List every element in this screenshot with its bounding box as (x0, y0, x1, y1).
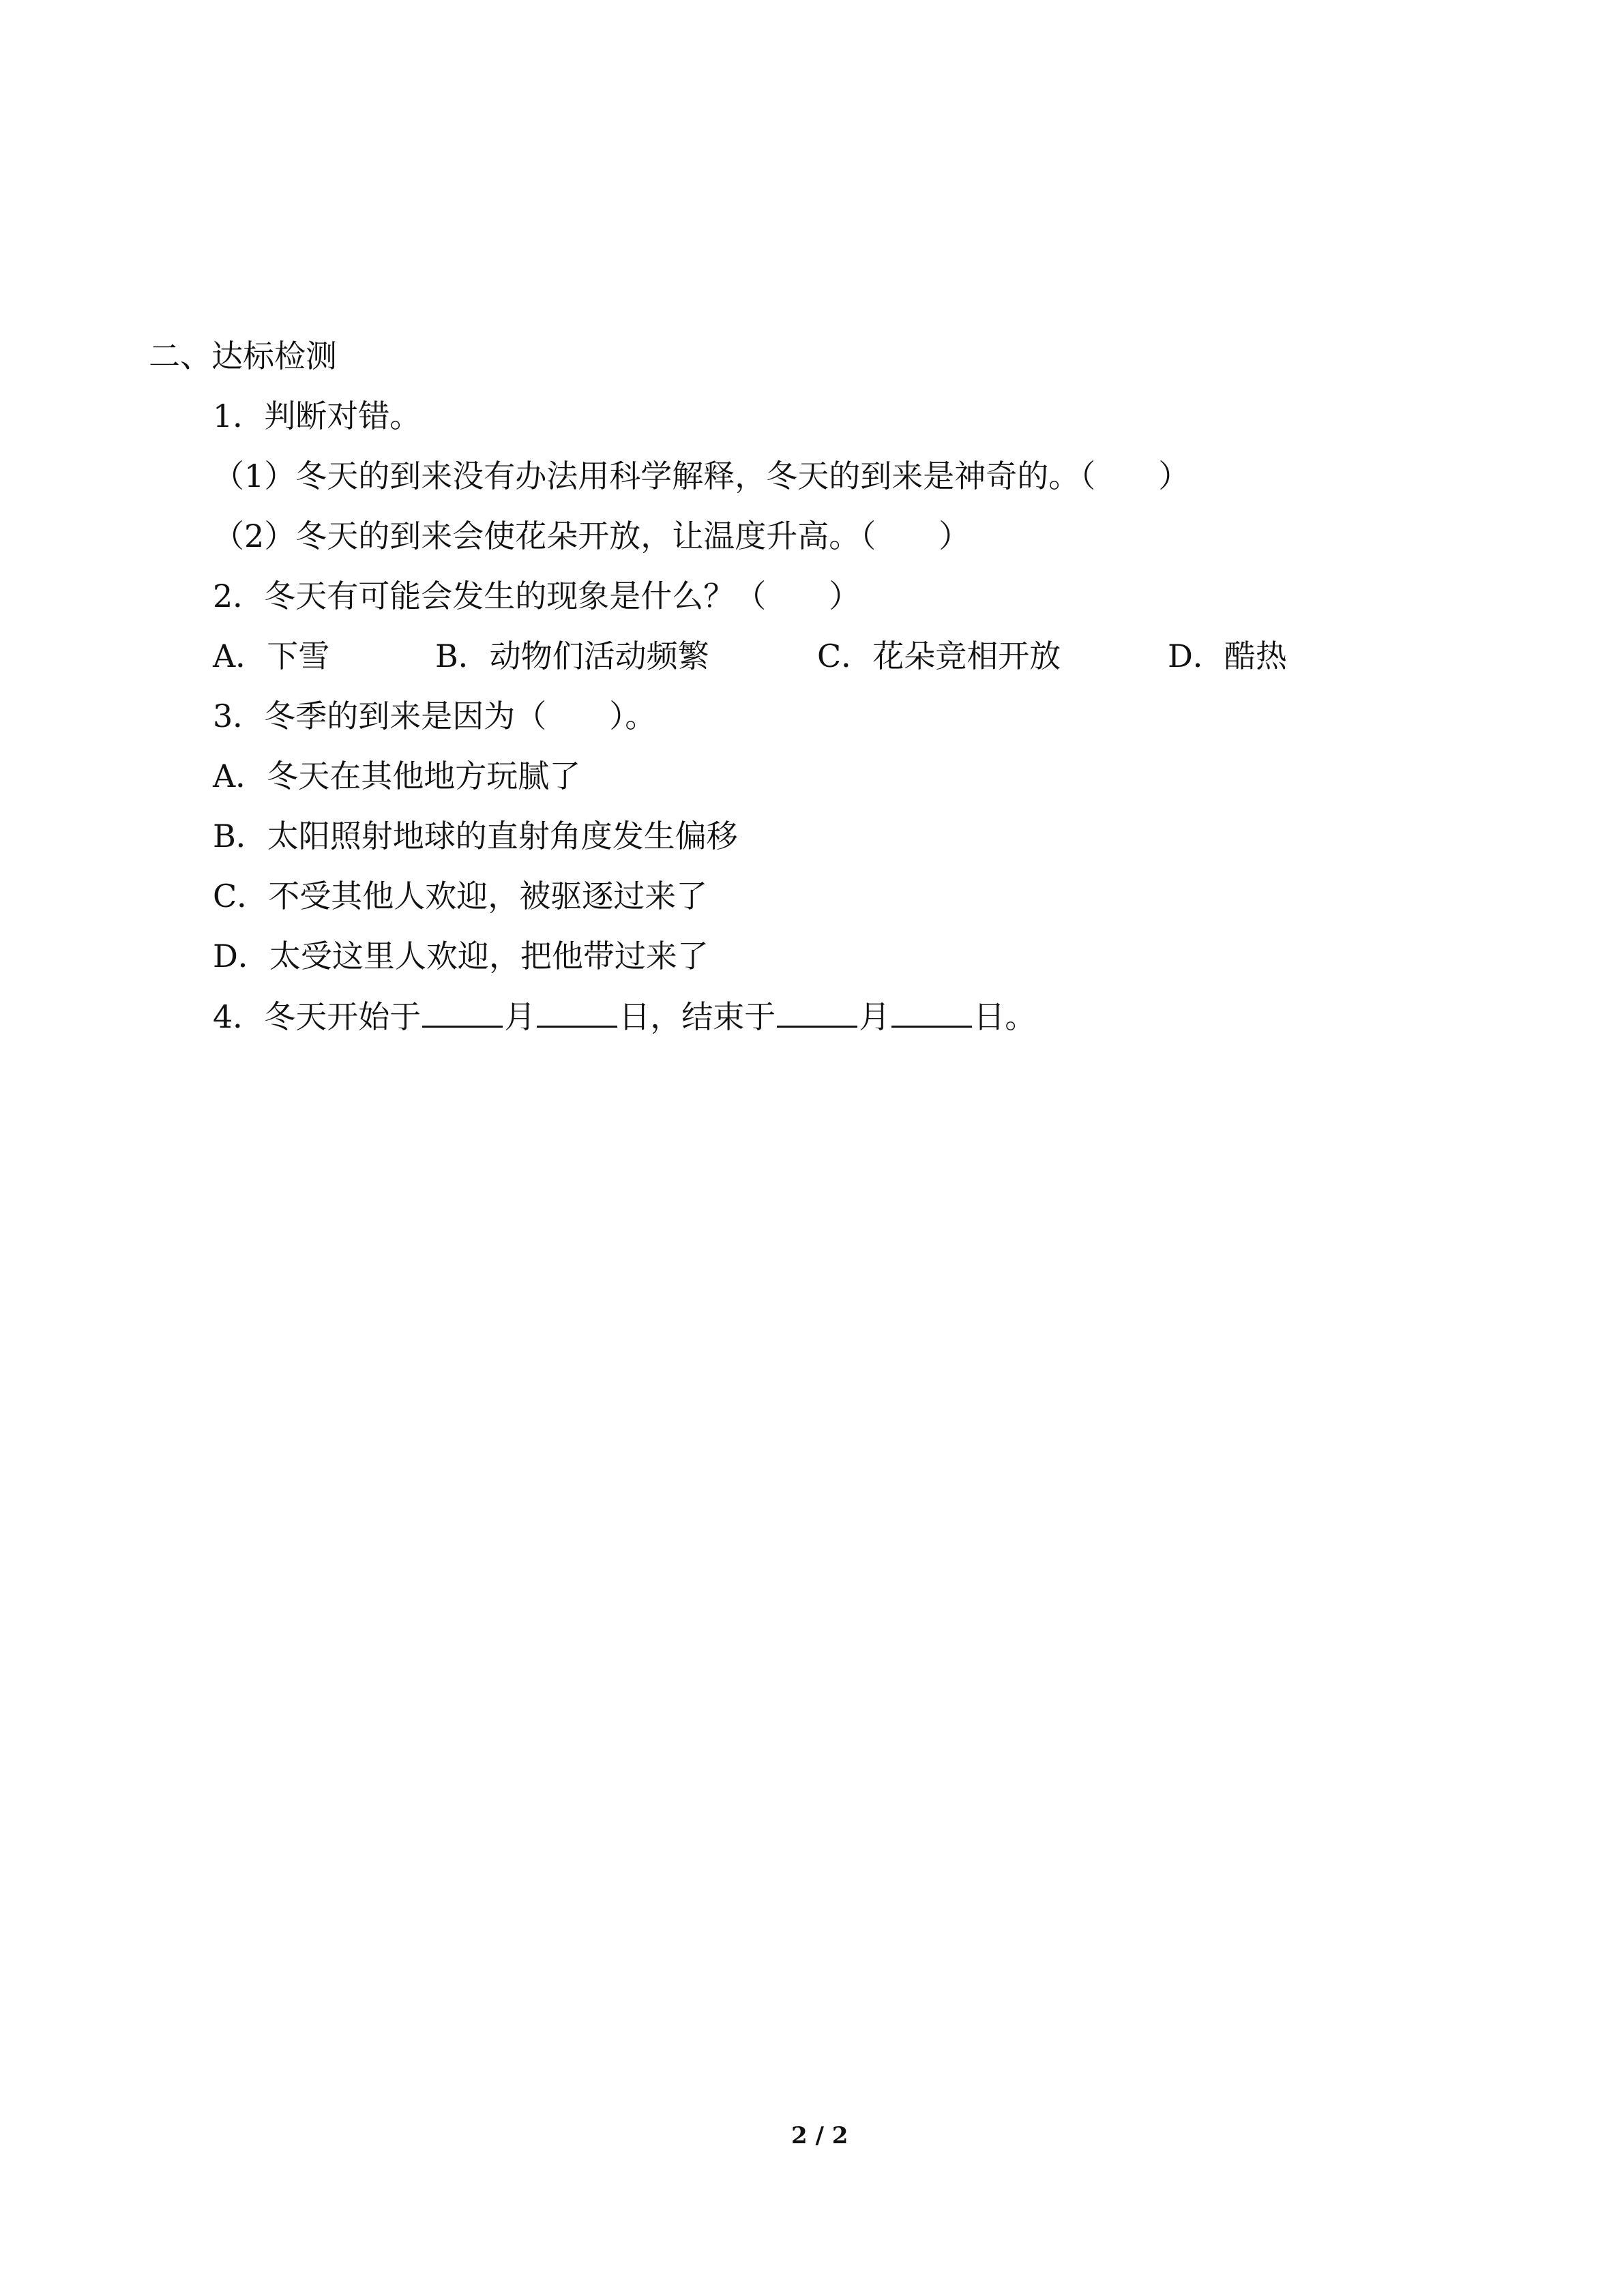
blank-start-day[interactable] (537, 996, 617, 1028)
question-3-option-d: D．太受这里人欢迎，把他带过来了 (213, 938, 709, 974)
question-3-option-a: A．冬天在其他地方玩腻了 (213, 758, 581, 794)
question-2-option-d: D．酷热 (1168, 638, 1287, 674)
question-4 (213, 996, 1036, 1037)
page-number: 2 / 2 (791, 2122, 848, 2149)
question-4-prefix: 4．冬天开始于 (213, 998, 422, 1035)
question-1-item-1: （1）冬天的到来没有办法用科学解释，冬天的到来是神奇的。（ ） (213, 458, 1190, 494)
question-4-month-label-2: 月 (859, 998, 891, 1035)
question-4-day-label-1: 日，结束于 (619, 998, 776, 1035)
question-2-option-b: B．动物们活动频繁 (435, 638, 709, 674)
question-2-option-a: A．下雪 (213, 638, 330, 674)
question-4-day-label-2: 日。 (973, 998, 1037, 1035)
question-1-item-2: （2）冬天的到来会使花朵开放，让温度升高。（ ） (213, 518, 971, 554)
question-4-month-label-1: 月 (504, 998, 536, 1035)
question-1-stem: 1．判断对错。 (213, 398, 422, 434)
blank-start-month[interactable] (422, 996, 503, 1028)
question-3-option-c: C．不受其他人欢迎，被驱逐过来了 (213, 878, 708, 914)
blank-end-month[interactable] (777, 996, 857, 1028)
blank-end-day[interactable] (891, 996, 972, 1028)
question-2-option-c: C．花朵竞相开放 (817, 638, 1061, 674)
question-3-stem: 3．冬季的到来是因为（ ）。 (213, 698, 657, 734)
question-3-option-b: B．太阳照射地球的直射角度发生偏移 (213, 818, 738, 854)
question-2-stem: 2．冬天有可能会发生的现象是什么？（ ） (213, 578, 861, 614)
section-heading: 二、达标检测 (149, 338, 337, 374)
